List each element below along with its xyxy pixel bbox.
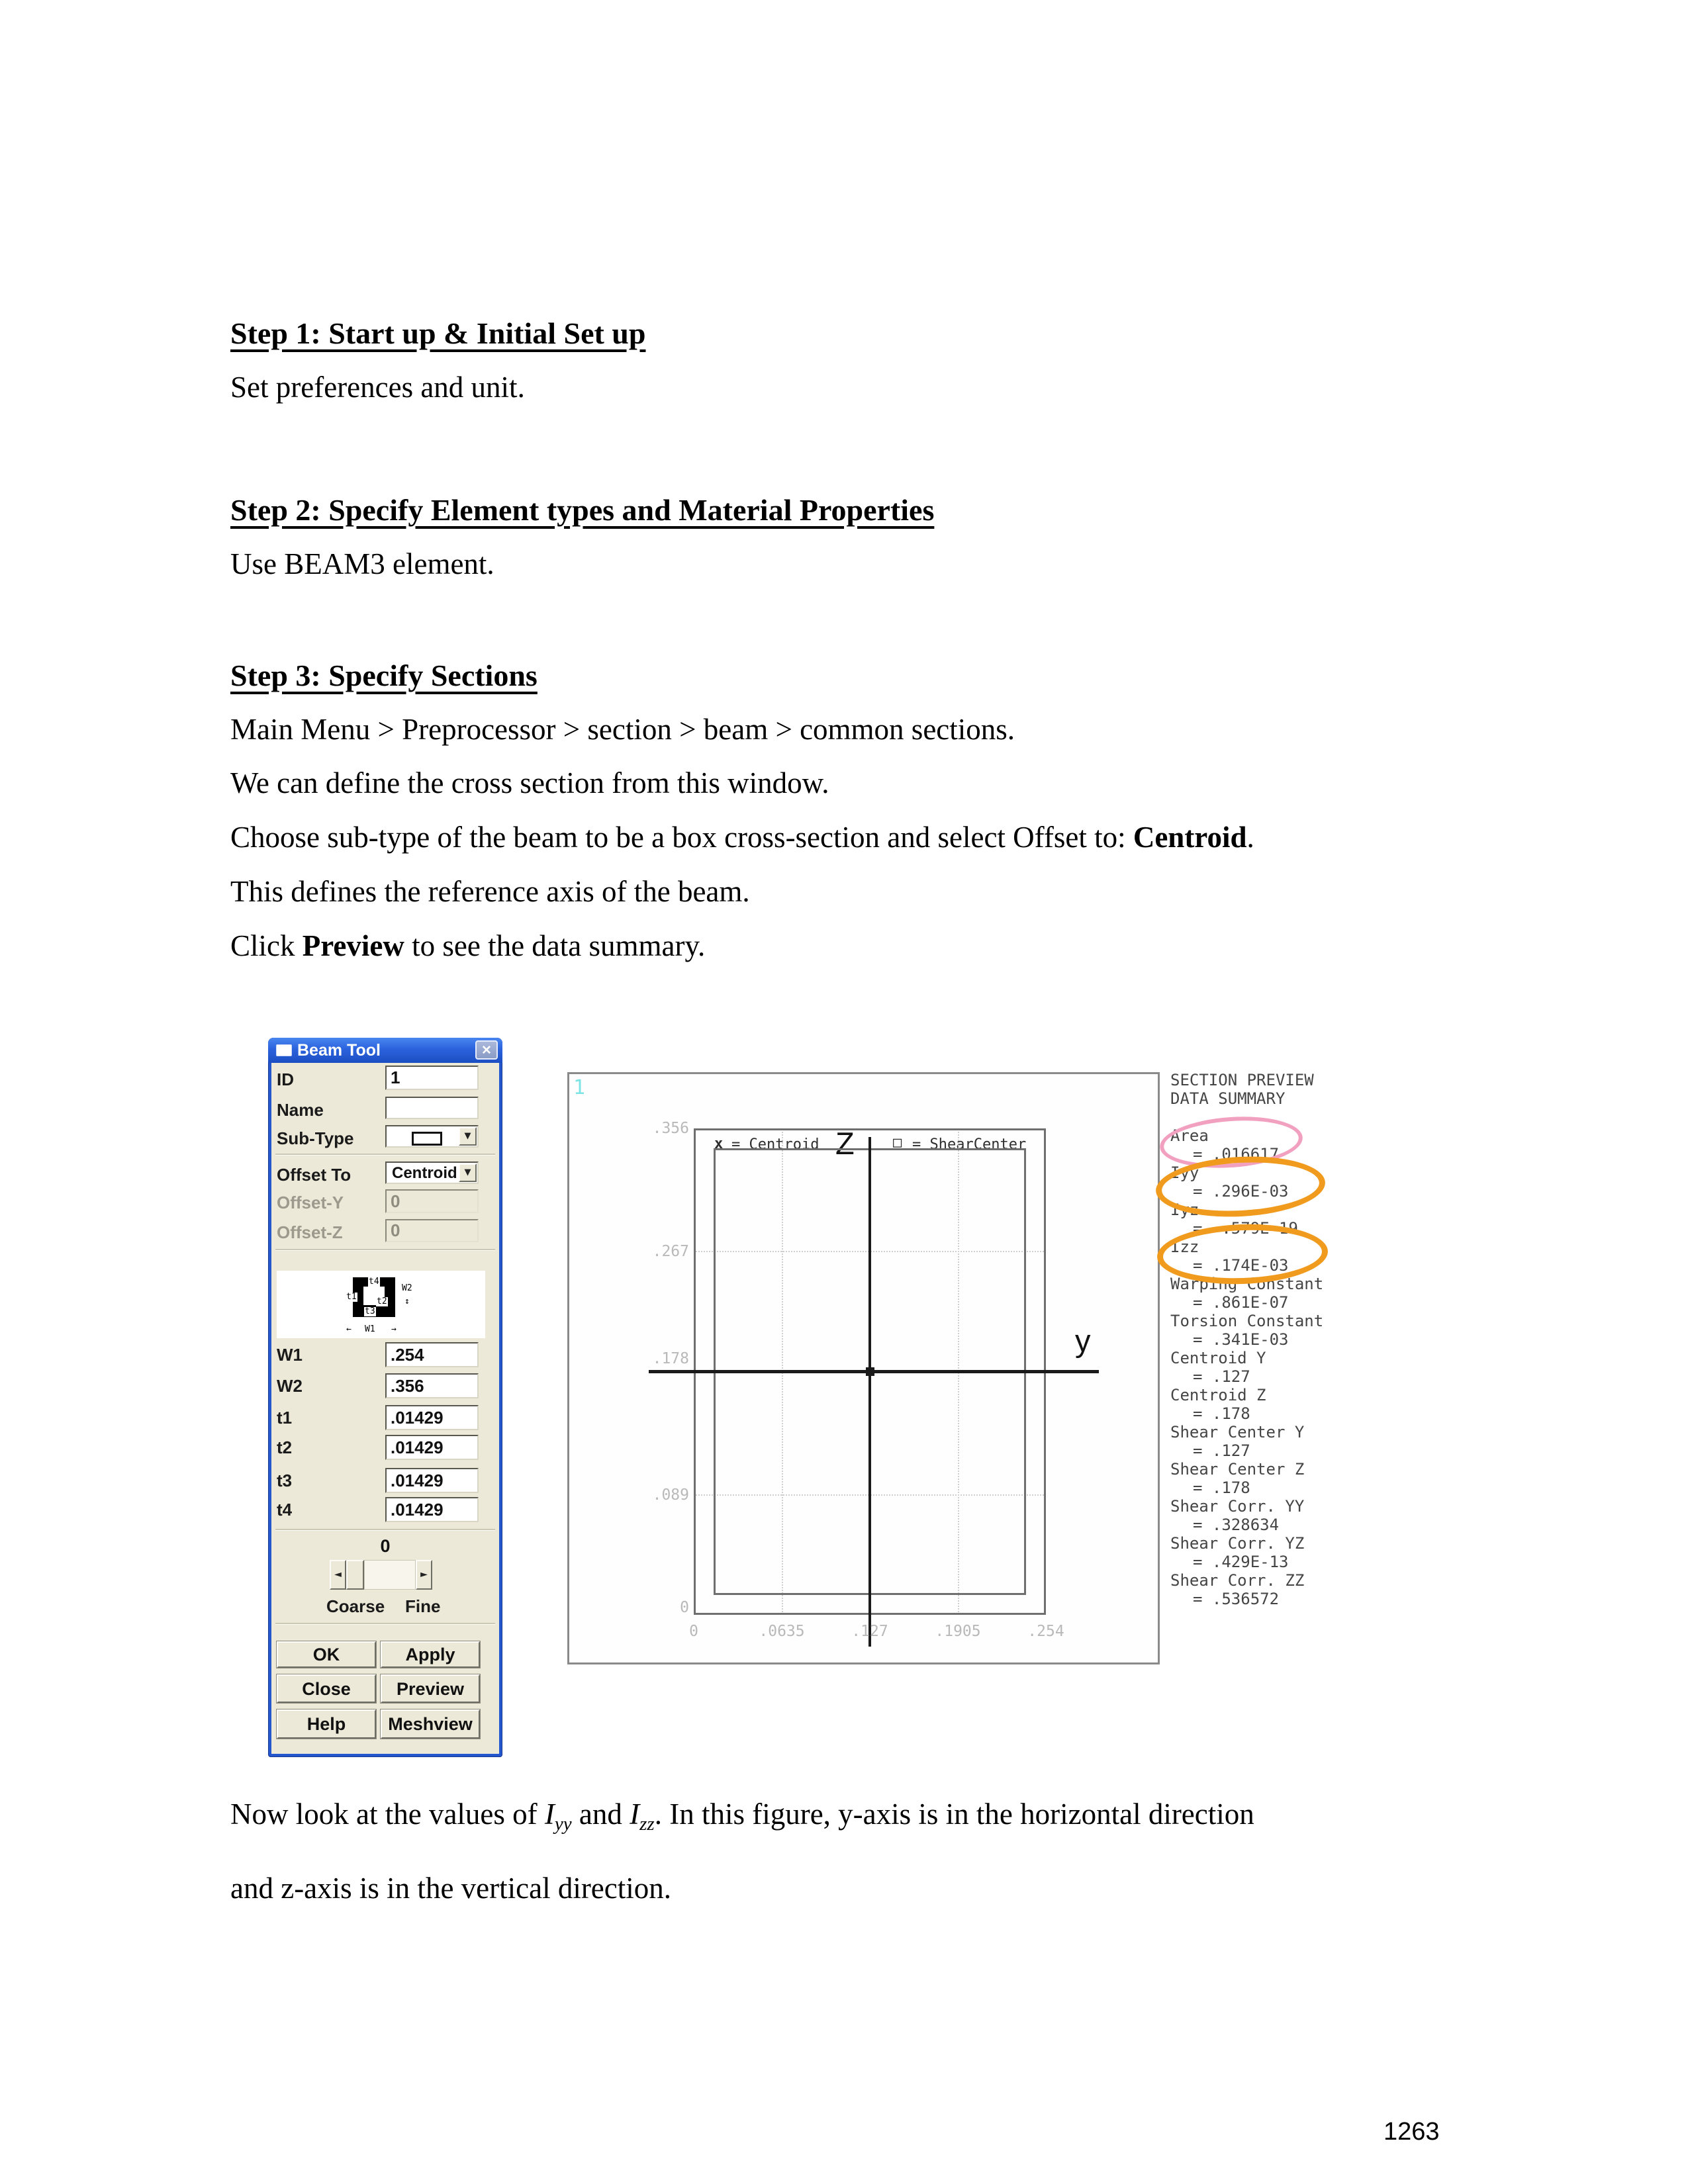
- summary-entry-value: = .178: [1193, 1479, 1250, 1497]
- click-bold: Preview: [302, 929, 404, 962]
- slider-track[interactable]: [364, 1560, 416, 1590]
- summary-entry-name: Shear Center Y: [1170, 1423, 1305, 1441]
- summary-entry-value: = .536572: [1193, 1590, 1280, 1608]
- separator: [275, 1249, 495, 1251]
- i-yy-symbol: I: [544, 1797, 555, 1831]
- subtype-dropdown[interactable]: [385, 1125, 479, 1148]
- id-field[interactable]: 1: [385, 1066, 479, 1090]
- step2-body: Use BEAM3 element.: [230, 547, 494, 580]
- coarse-label: Coarse: [326, 1596, 385, 1616]
- close-icon[interactable]: ✕: [475, 1040, 498, 1060]
- choose-post: .: [1246, 821, 1254, 854]
- diagram-t4-label: t4: [369, 1277, 379, 1287]
- summary-entry-value: = -.579E-19: [1193, 1219, 1298, 1238]
- summary-entry-name: Area: [1170, 1126, 1209, 1145]
- step1-heading: Step 1: Start up & Initial Set up: [230, 316, 646, 350]
- offset-z-label: Offset-Z: [277, 1222, 343, 1242]
- summary-entry-value: = .127: [1193, 1441, 1250, 1460]
- shearcenter-symbol: □: [893, 1134, 902, 1151]
- summary-entry-value: = .296E-03: [1193, 1182, 1289, 1201]
- w1-field[interactable]: .254: [385, 1342, 479, 1367]
- summary-title: DATA SUMMARY: [1170, 1089, 1286, 1108]
- x-tick-0635: .0635: [759, 1623, 805, 1640]
- help-button[interactable]: Help: [277, 1709, 376, 1739]
- closing-mid: and: [571, 1797, 630, 1831]
- y-tick-356: .356: [652, 1120, 689, 1137]
- beam-tool-titlebar[interactable]: [268, 1038, 502, 1063]
- t2-label: t2: [277, 1437, 293, 1457]
- separator: [275, 1623, 495, 1625]
- choose-pre: Choose sub-type of the beam to be a box cross-section and select Offset to:: [230, 821, 1133, 854]
- t4-label: t4: [277, 1500, 293, 1520]
- plot-window-id: 1: [573, 1076, 586, 1099]
- offset-to-dropdown[interactable]: [385, 1161, 479, 1184]
- offset-z-field: 0: [385, 1219, 479, 1242]
- t3-field[interactable]: .01429: [385, 1468, 479, 1493]
- chevron-down-icon[interactable]: ▼: [459, 1127, 477, 1146]
- name-label: Name: [277, 1100, 324, 1120]
- step2-heading: Step 2: Specify Element types and Material Properties: [230, 493, 935, 527]
- chevron-down-icon[interactable]: ▼: [459, 1163, 477, 1182]
- x-tick-127: .127: [851, 1623, 888, 1640]
- diagram-t1-label: t1: [346, 1292, 357, 1302]
- y-tick-267: .267: [652, 1243, 689, 1260]
- meshview-button[interactable]: Meshview: [381, 1709, 480, 1739]
- summary-entry-value: = .328634: [1193, 1516, 1280, 1534]
- fine-label: Fine: [405, 1596, 441, 1616]
- diagram-t3-label: t3: [365, 1306, 375, 1316]
- diagram-w2-label: W2: [402, 1283, 412, 1293]
- zz-subscript: zz: [639, 1813, 655, 1835]
- menu-path: Main Menu > Preprocessor > section > beam > common sections.: [230, 713, 1015, 746]
- summary-entry-value: = .016617: [1193, 1145, 1280, 1163]
- subtype-label: Sub-Type: [277, 1128, 354, 1148]
- separator: [275, 1529, 495, 1531]
- click-pre: Click: [230, 929, 303, 962]
- apply-button[interactable]: Apply: [381, 1641, 480, 1668]
- summary-entry-name: Torsion Constant: [1170, 1312, 1324, 1330]
- summary-entry-name: Shear Center Z: [1170, 1460, 1305, 1479]
- shearcenter-legend: = ShearCenter: [912, 1136, 1027, 1153]
- diagram-t2-label: t2: [377, 1297, 387, 1306]
- x-tick-1905: .1905: [935, 1623, 981, 1640]
- slider-thumb[interactable]: [346, 1560, 364, 1590]
- data-summary-panel: [1170, 1071, 1349, 1608]
- z-axis-line: [868, 1137, 871, 1647]
- centroid-symbol: x: [714, 1136, 724, 1152]
- w1-label: W1: [277, 1345, 303, 1365]
- summary-entry-value: = .127: [1193, 1367, 1250, 1386]
- summary-entry-name: Warping Constant: [1170, 1275, 1324, 1293]
- closing-pre: Now look at the values of: [230, 1797, 545, 1831]
- click-post: to see the data summary.: [404, 929, 706, 962]
- window-title: Beam Tool: [297, 1041, 381, 1060]
- x-tick-254: .254: [1027, 1623, 1064, 1640]
- centroid-legend: = Centroid: [731, 1136, 820, 1153]
- t1-field[interactable]: .01429: [385, 1405, 479, 1430]
- summary-title: SECTION PREVIEW: [1170, 1071, 1314, 1089]
- slider-value: 0: [380, 1536, 391, 1556]
- w1-right-arrow-icon: →: [391, 1324, 397, 1334]
- summary-entry-value: = .178: [1193, 1404, 1250, 1423]
- w2-dimension-arrow-icon: ↕: [404, 1297, 410, 1306]
- y-tick-089: .089: [652, 1486, 689, 1504]
- slider-right-arrow-icon[interactable]: ►: [416, 1560, 432, 1590]
- summary-entry-value: = .341E-03: [1193, 1330, 1289, 1349]
- summary-entry-value: = .861E-07: [1193, 1293, 1289, 1312]
- separator: [275, 1154, 495, 1156]
- w2-label: W2: [277, 1376, 303, 1396]
- step3-heading: Step 3: Specify Sections: [230, 659, 538, 692]
- define-window-line: We can define the cross section from this window.: [230, 766, 829, 799]
- summary-entry-value: = .174E-03: [1193, 1256, 1289, 1275]
- step1-body: Set preferences and unit.: [230, 371, 525, 404]
- y-tick-178: .178: [652, 1350, 689, 1367]
- offset-y-label: Offset-Y: [277, 1193, 344, 1212]
- diagram-w1-label: W1: [365, 1324, 375, 1334]
- id-label: ID: [277, 1069, 294, 1089]
- summary-entry-name: Shear Corr. YY: [1170, 1497, 1305, 1516]
- box-section-icon: [412, 1132, 442, 1146]
- choose-subtype-line: [230, 821, 1254, 855]
- yy-subscript: yy: [554, 1813, 572, 1835]
- choose-bold: Centroid: [1133, 821, 1247, 854]
- click-preview-line: [230, 929, 705, 964]
- slider-left-arrow-icon[interactable]: ◄: [330, 1560, 346, 1590]
- page-number: 1263: [1383, 2118, 1440, 2146]
- beam-tool-body: [271, 1063, 499, 1754]
- w2-field[interactable]: .356: [385, 1373, 479, 1398]
- beam-tool-window: [268, 1038, 502, 1757]
- offset-y-field: 0: [385, 1189, 479, 1213]
- summary-entry-name: Iyz: [1170, 1201, 1199, 1219]
- name-field[interactable]: [385, 1097, 479, 1119]
- closing-post: . In this figure, y-axis is in the horizontal direction: [654, 1797, 1254, 1831]
- i-zz-symbol: I: [630, 1797, 640, 1831]
- x-tick-0: 0: [689, 1623, 698, 1640]
- summary-entry-name: Iyy: [1170, 1163, 1199, 1182]
- section-diagram: [277, 1271, 485, 1338]
- summary-entry-name: Shear Corr. YZ: [1170, 1534, 1305, 1553]
- t3-label: t3: [277, 1471, 293, 1490]
- centroid-marker: [866, 1367, 874, 1376]
- z-axis-label: Z: [835, 1126, 855, 1161]
- closing-line-2: and z-axis is in the vertical direction.: [230, 1872, 672, 1905]
- summary-entry-name: Centroid Y: [1170, 1349, 1266, 1367]
- preview-button[interactable]: Preview: [381, 1674, 480, 1703]
- summary-entry-value: = .429E-13: [1193, 1553, 1289, 1571]
- t2-field[interactable]: .01429: [385, 1435, 479, 1460]
- offset-to-value: Centroid: [392, 1164, 457, 1182]
- w1-left-arrow-icon: ←: [346, 1324, 352, 1334]
- close-button[interactable]: Close: [277, 1674, 376, 1703]
- summary-entry-name: Izz: [1170, 1238, 1199, 1256]
- closing-line-1: [230, 1797, 1254, 1835]
- reference-axis-line: This defines the reference axis of the beam.: [230, 875, 750, 908]
- t1-label: t1: [277, 1408, 293, 1428]
- summary-entry-name: Centroid Z: [1170, 1386, 1266, 1404]
- ok-button[interactable]: OK: [277, 1641, 376, 1668]
- y-axis-label: y: [1075, 1323, 1091, 1358]
- offset-to-label: Offset To: [277, 1165, 352, 1185]
- t4-field[interactable]: .01429: [385, 1497, 479, 1522]
- summary-entry-name: Shear Corr. ZZ: [1170, 1571, 1305, 1590]
- window-icon: [276, 1044, 292, 1056]
- y-tick-0: 0: [680, 1599, 689, 1616]
